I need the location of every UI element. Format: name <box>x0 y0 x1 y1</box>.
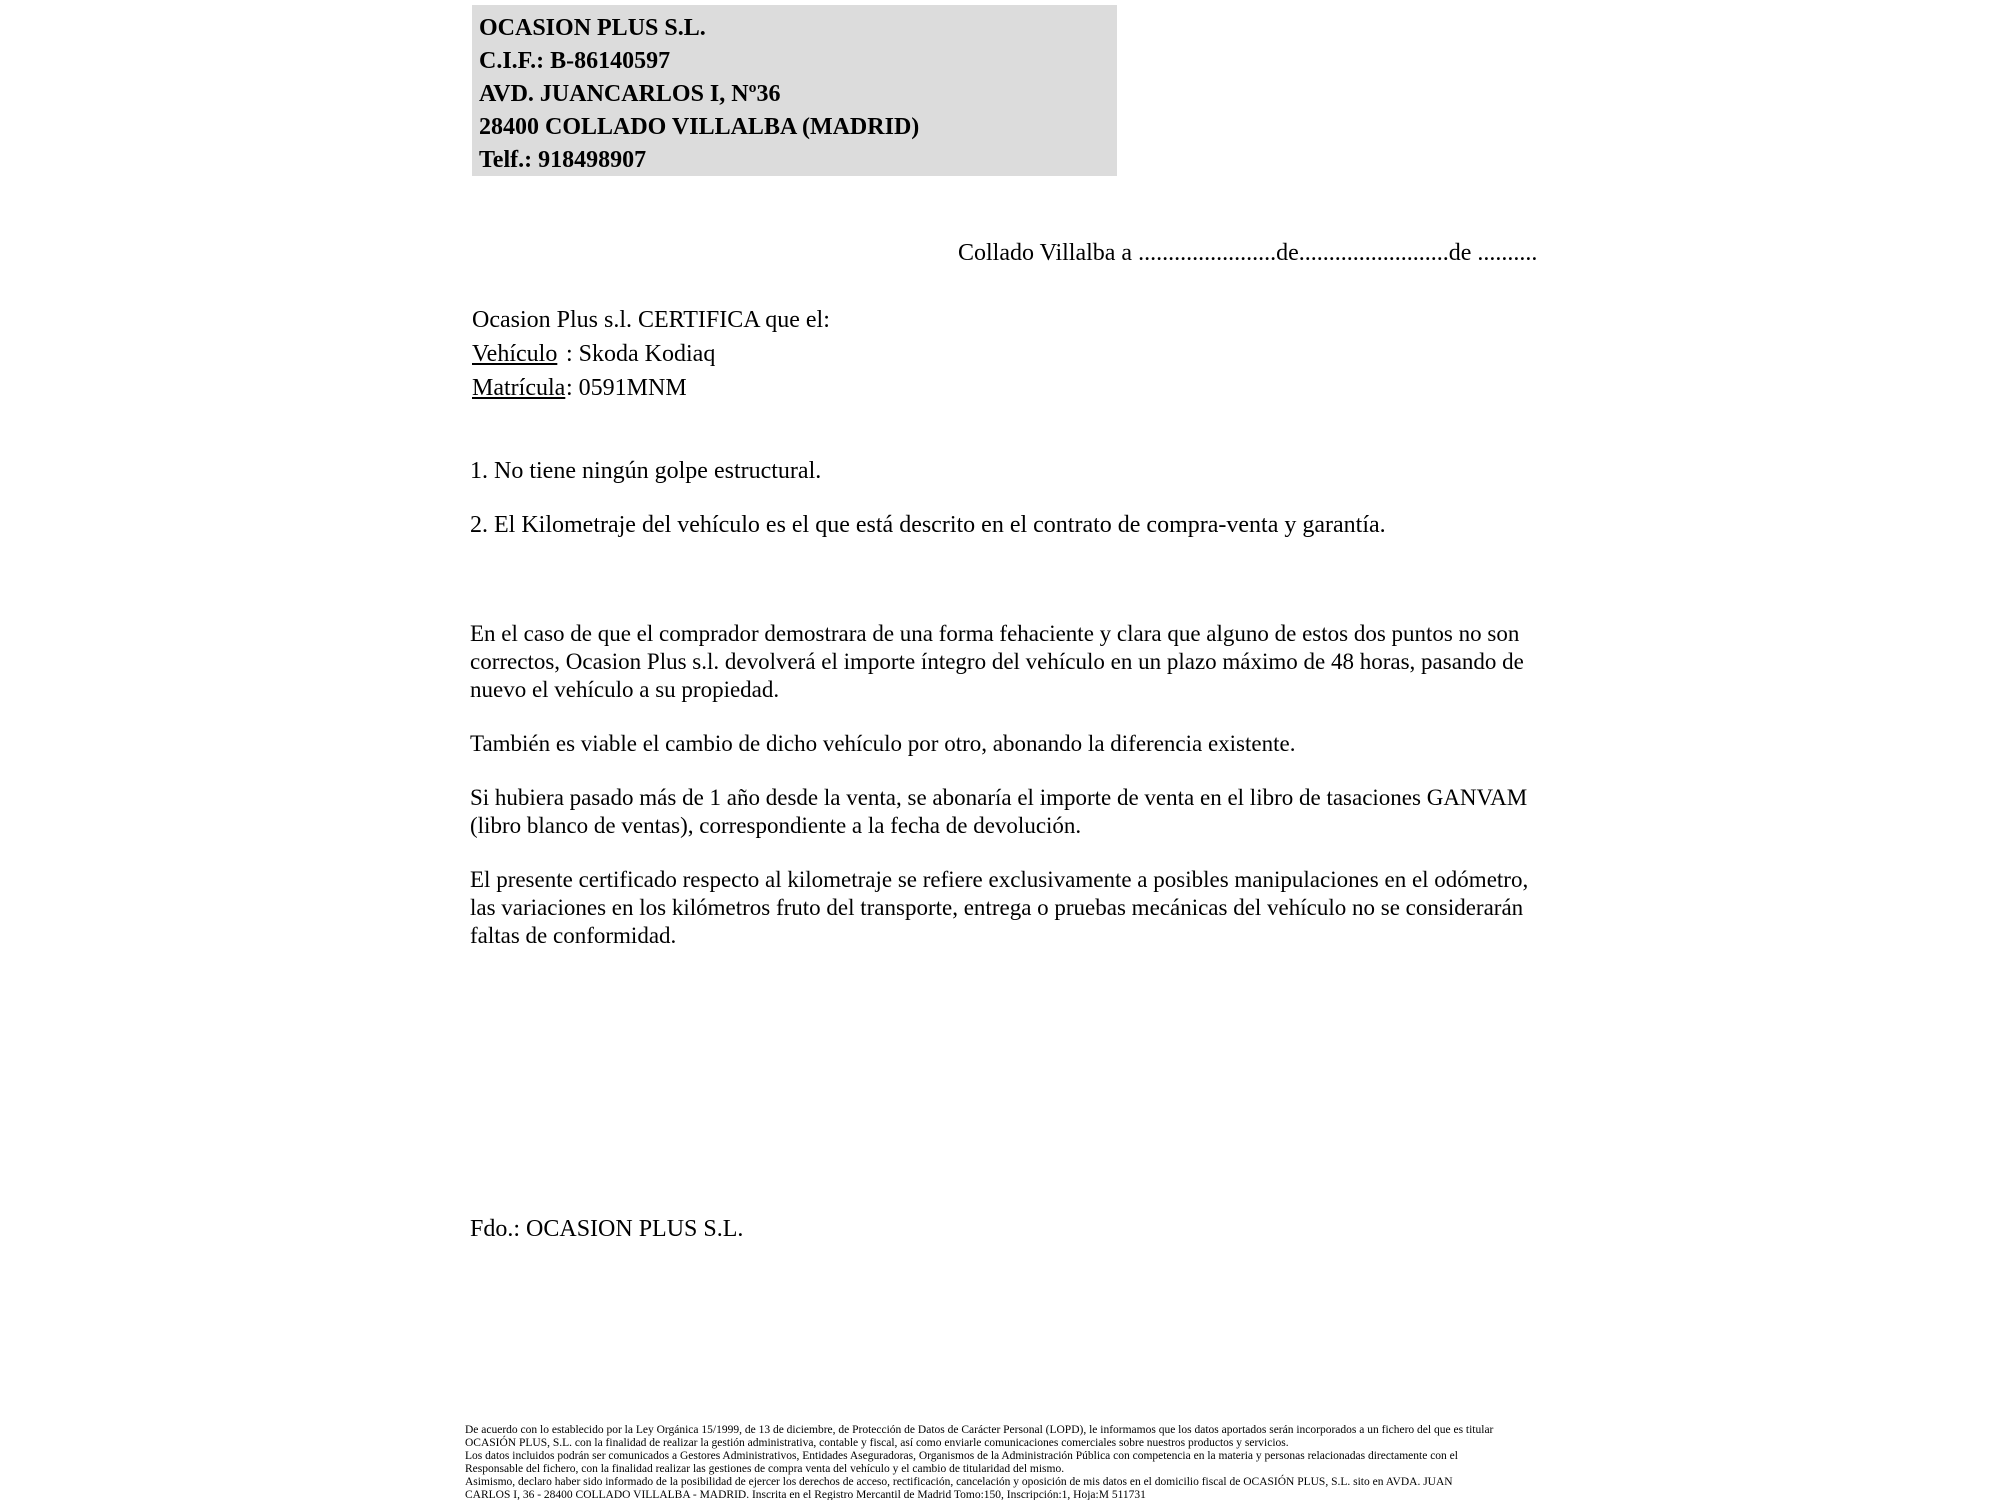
legal-footer-line-1: De acuerdo con lo establecido por la Ley Orgánica 15/1999, de 13 de diciembre, de Protección de Datos de Carácter Personal (LOPD), le informamos que los datos aportados serán incorporados a un fichero del que es titular <box>465 1424 1494 1436</box>
vehicle-field-value: : Skoda Kodiaq <box>566 341 716 367</box>
legal-footer-line-2: OCASIÓN PLUS, S.L. con la finalidad de realizar la gestión administrativa, contable y fiscal, así como enviarle comunicaciones comerciales sobre nuestros productos y servicios. <box>465 1436 1289 1449</box>
paragraph-odometer-scope: El presente certificado respecto al kilometraje se refiere exclusivamente a posibles manipulaciones en el odómetro, las variaciones en los kilómetros fruto del transporte, entrega o pruebas mecánicas del vehículo no se considerarán faltas de conformidad. <box>470 867 1529 948</box>
company-phone: Telf.: 918498907 <box>479 147 647 173</box>
legal-footer-line-5: Asimismo, declaro haber sido informado de la posibilidad de ejercer los derechos de acceso, rectificación, cancelación y oposición de mis datos en el domicilio fiscal de OCASIÓN PLUS, S.L. sito en AVDA. JUAN <box>465 1475 1453 1488</box>
company-city: 28400 COLLADO VILLALBA (MADRID) <box>479 114 920 140</box>
plate-field-label-text: Matrícula <box>472 375 566 401</box>
paragraph-ganvam-valuation: Si hubiera pasado más de 1 año desde la venta, se abonaría el importe de venta en el libro de tasaciones GANVAM (libro blanco de ventas), correspondiente a la fecha de devolución. <box>470 785 1528 838</box>
company-cif: C.I.F.: B-86140597 <box>479 48 671 74</box>
paragraph-exchange-option: También es viable el cambio de dicho vehículo por otro, abonando la diferencia existente. <box>470 731 1296 756</box>
legal-footer-line-3: Los datos incluidos podrán ser comunicados a Gestores Administrativos, Entidades Aseguradoras, Organismos de la Administración Pública con competencia en la materia y personas relacionadas directamente con el <box>465 1449 1458 1462</box>
certification-block <box>472 303 830 405</box>
vehicle-field-row <box>472 337 830 371</box>
vehicle-field-label-text: Vehículo <box>472 341 558 367</box>
certification-title: Ocasion Plus s.l. CERTIFICA que el: <box>472 307 830 333</box>
certified-point-2: 2. El Kilometraje del vehículo es el que está descrito en el contrato de compra-venta y garantía. <box>470 512 1386 538</box>
company-address: AVD. JUANCARLOS I, Nº36 <box>479 81 781 107</box>
plate-field-label <box>472 371 566 405</box>
legal-footer-line-6: CARLOS I, 36 - 28400 COLLADO VILLALBA - MADRID. Inscrita en el Registro Mercantil de Madrid Tomo:150, Inscripción:1, Hoja:M 511731 <box>465 1488 1146 1500</box>
vehicle-field-label <box>472 337 566 371</box>
legal-footer-line-4: Responsable del fichero, con la finalidad realizar las gestiones de compra venta del vehículo y el cambio de titularidad del mismo. <box>465 1462 1065 1475</box>
legal-footer <box>465 1424 1560 1500</box>
certified-point-1: 1. No tiene ningún golpe estructural. <box>470 458 822 484</box>
plate-field-value: : 0591MNM <box>566 375 687 401</box>
signature-line: Fdo.: OCASION PLUS S.L. <box>470 1216 744 1242</box>
company-header-box <box>472 5 1117 176</box>
company-name: OCASION PLUS S.L. <box>479 15 706 41</box>
paragraph-refund-terms: En el caso de que el comprador demostrara de una forma fehaciente y clara que alguno de estos dos puntos no son correctos, Ocasion Plus s.l. devolverá el importe íntegro del vehículo en un plazo máximo de 48 horas, pasando de nuevo el vehículo a su propiedad. <box>470 621 1524 702</box>
plate-field-row <box>472 371 830 405</box>
body-paragraphs <box>470 620 1552 976</box>
date-fill-in-line: Collado Villalba a .......................de.........................de .......... <box>958 240 1538 266</box>
